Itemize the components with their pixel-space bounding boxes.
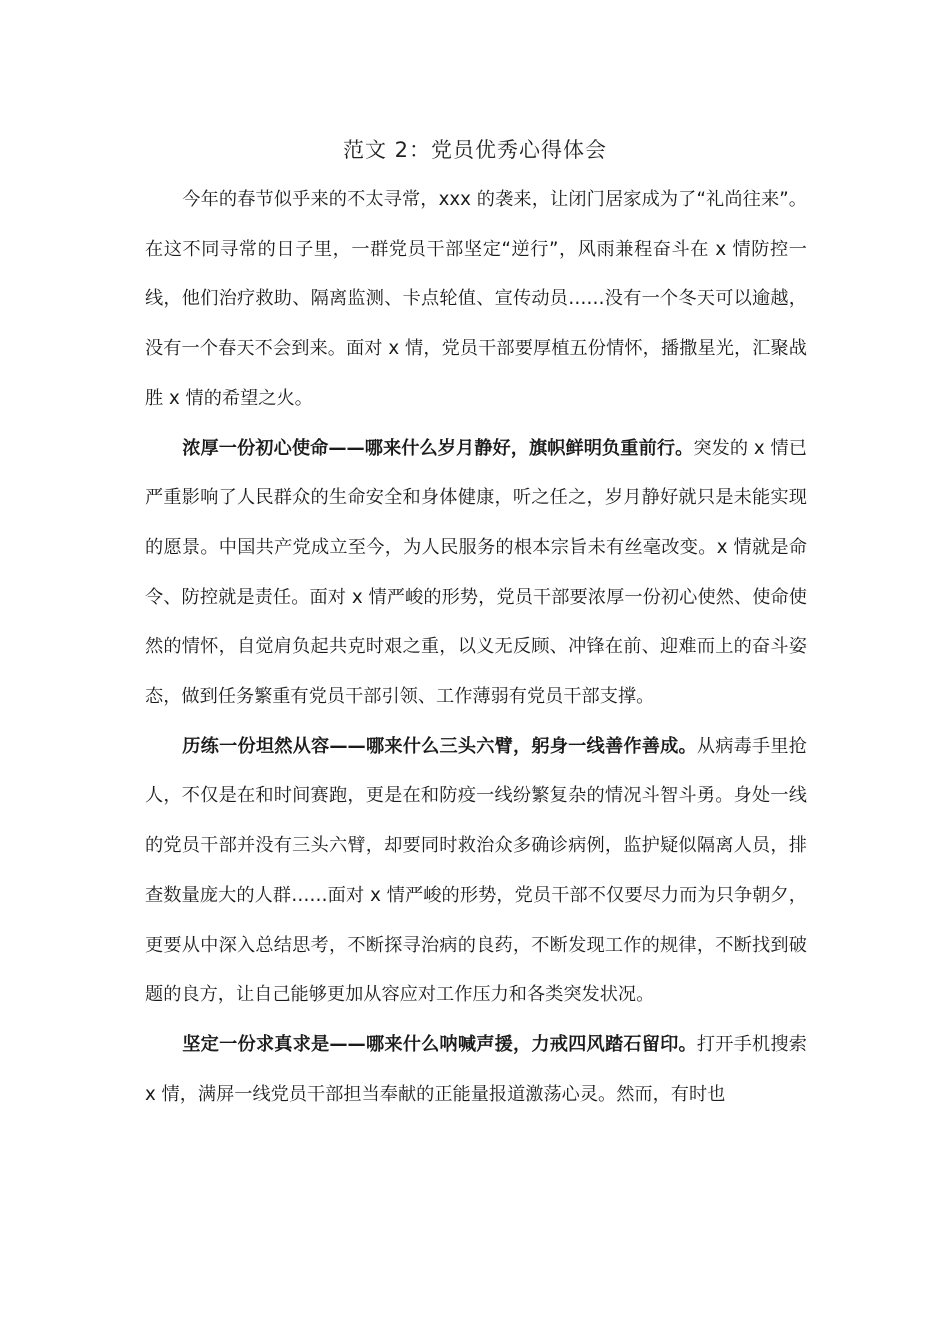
paragraph-lead: 坚定一份求真求是——哪来什么呐喊声援，力戒四风踏石留印。 bbox=[182, 1033, 697, 1055]
paragraph-mission bbox=[145, 424, 807, 722]
paragraph-truth bbox=[145, 1020, 807, 1119]
paragraph-text: 打开手机搜索 x 情，满屏一线党员干部担当奉献的正能量报道激荡心灵。然而，有时也 bbox=[145, 1033, 807, 1105]
paragraph-text: 今年的春节似乎来的不太寻常，xxx 的袭来，让闭门居家成为了“礼尚往来”。在这不同寻常的日子里，一群党员干部坚定“逆行”，风雨兼程奋斗在 x 情防控一线，他们治疗救助、隔离监测、卡点轮值、宣传动员……没有一个冬天可以逾越，没有一个春天不会到来。面对 x 情，党员干部要厚植五份情怀，播撒星光，汇聚战胜 x 情的希望之火。 bbox=[145, 189, 807, 409]
paragraph-intro bbox=[145, 175, 807, 424]
paragraph-text: 从病毒手里抢人，不仅是在和时间赛跑，更是在和防疫一线纷繁复杂的情况斗智斗勇。身处一线的党员干部并没有三头六臂，却要同时救治众多确诊病例，监护疑似隔离人员，排查数量庞大的人群……面对 x 情严峻的形势，党员干部不仅要尽力而为只争朝夕，更要从中深入总结思考，不断探寻治病的良药，不断发现工作的规律，不断找到破题的良方，让自己能够更加从容应对工作压力和各类突发状况。 bbox=[145, 735, 807, 1006]
paragraph-composure bbox=[145, 722, 807, 1020]
document-title: 范文 2：党员优秀心得体会 bbox=[342, 138, 608, 162]
paragraph-lead: 历练一份坦然从容——哪来什么三头六臂，躬身一线善作善成。 bbox=[182, 735, 697, 757]
paragraph-text: 突发的 x 情已严重影响了人民群众的生命安全和身体健康，听之任之，岁月静好就只是未能实现的愿景。中国共产党成立至今，为人民服务的根本宗旨未有丝毫改变。x 情就是命令、防控就是责任。面对 x 情严峻的形势，党员干部要浓厚一份初心使然、使命使然的情怀，自觉肩负起共克时艰之重，以义无反顾、冲锋在前、迎难而上的奋斗姿态，做到任务繁重有党员干部引领、工作薄弱有党员干部支撑。 bbox=[145, 437, 807, 708]
paragraph-lead: 浓厚一份初心使命——哪来什么岁月静好，旗帜鲜明负重前行。 bbox=[182, 437, 694, 459]
document-body bbox=[145, 175, 807, 1119]
